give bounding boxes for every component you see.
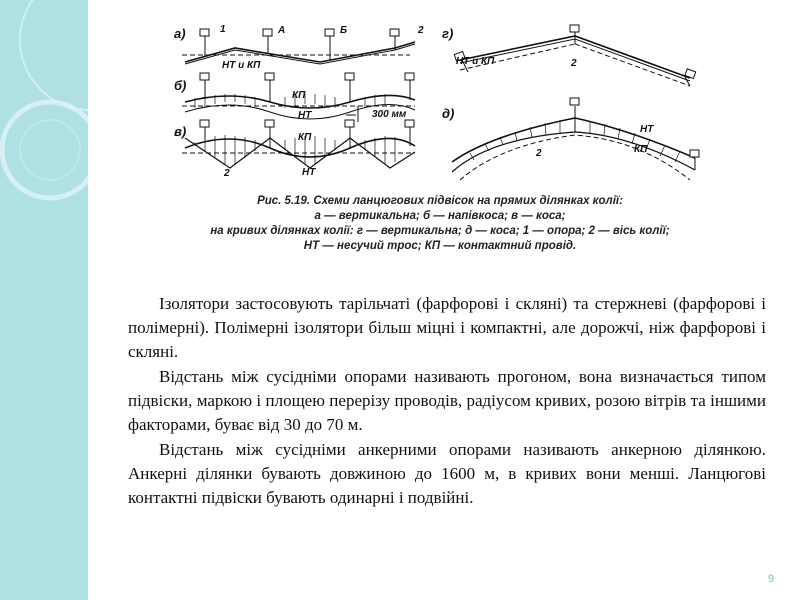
diagram-v [182,120,415,168]
label-b-letter: Б [340,25,348,36]
figure-5-19 [160,20,720,265]
caption-line: а — вертикальна; б — напівкоса; в — коса; [314,210,566,222]
label-axis-2-d: 2 [536,148,542,159]
diagram-d [452,98,699,180]
label-axis-2-g: 2 [571,58,577,69]
label-axis-2-v: 2 [224,168,230,179]
label-nt-kp-a: НТ и КП [222,60,261,71]
caption-line: НТ — несучий трос; КП — контактний провід. [303,240,577,252]
page-number: 9 [768,573,775,585]
decorative-side-band [0,0,88,600]
catenary-diagrams [160,20,720,195]
label-axis-2-a: 2 [418,25,424,36]
paragraph: Відстань між сусідніми опорами називають прогоном, вона визначається типом підвіски, маркою і площею перерізу проводів, радіусом кривих, розою вітрів та іншими факторами, буває від 30 до 70 м. [128,367,766,434]
label-300mm: 300 мм [372,109,407,120]
label-kp-b: КП [292,90,306,101]
decorative-circles [0,0,88,600]
label-nt-d: НТ [640,124,654,135]
paragraph: Відстань між сусідніми анкерними опорами називають анкерною ділянкою. Анкерні ділянки бувають довжиною до 1600 м, в кривих вони менші. Ланцюгові контактні підвіски бувають одинарні і подвійні. [128,440,766,507]
caption-line: Рис. 5.19. Схеми ланцюгових підвісок на прямих ділянках колії: [257,195,623,207]
caption-line: на кривих ділянках колії: г — вертикальна; д — коса; 1 — опора; 2 — вісь колії; [210,225,670,237]
figure-caption [160,194,720,254]
panel-label-d: д) [442,106,455,121]
label-kp-v: КП [298,132,312,143]
panel-label-b: б) [174,78,187,93]
label-kp-d: КП [634,144,648,155]
label-a-letter: А [278,25,286,36]
panel-label-v: в) [174,124,187,139]
label-support-1: 1 [220,24,226,35]
label-nt-v: НТ [302,167,316,178]
paragraph: Ізолятори застосовують тарільчаті (фарфорові і скляні) та стержневі (фарфорові і полімерні). Полімерні ізолятори більш міцні і компактні, але дорожчі, ніж фарфорові і скляні. [128,294,766,361]
panel-label-a: а) [174,26,186,41]
body-text [128,292,766,510]
label-nt-b: НТ [298,110,312,121]
panel-label-g: г) [442,26,454,41]
diagram-a [182,29,415,64]
label-nt-kp-g: НТ и КП [456,56,495,67]
